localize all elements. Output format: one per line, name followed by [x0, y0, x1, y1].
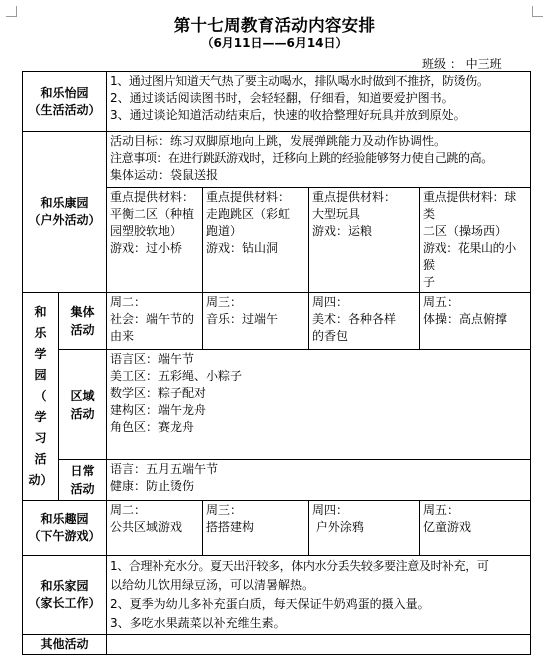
outdoor-area-cell — [420, 188, 531, 293]
group-day-cell — [309, 293, 420, 350]
life-item: 2、通过谈话阅读图书时，会轻轻翻，仔细看，知道要爱护图书。 — [110, 91, 454, 105]
learning-label-char: 学 — [34, 347, 47, 361]
area-material-label: 重点提供材料： — [110, 190, 195, 204]
activity-text: 音乐：过端午 — [206, 312, 279, 326]
group-activity-label: 集体 — [70, 305, 95, 319]
area-activity-label: 区域 — [70, 388, 95, 403]
outdoor-group-exercise: 集体运动：袋鼠送报 — [110, 168, 219, 182]
life-row — [23, 72, 531, 132]
life-label-cell — [23, 72, 107, 132]
activity-text-cont: 由来 — [110, 329, 135, 343]
outdoor-area-cell — [107, 188, 203, 293]
life-label: 和乐怡园 — [40, 85, 89, 100]
afternoon-day-cell — [309, 501, 420, 556]
activity-text: 社会：端午节的 — [110, 312, 195, 326]
daily-activity-label: 日常 — [70, 464, 95, 478]
learning-group-row — [23, 293, 531, 350]
outdoor-area-cell — [309, 188, 420, 293]
area-game: 游戏：钻山洞 — [206, 241, 279, 255]
area-name: 平衡二区（种植 — [110, 207, 195, 221]
area-material-label: 重点提供材料： — [312, 190, 397, 204]
day-label: 周四： — [312, 503, 349, 517]
life-content — [107, 72, 531, 132]
area-name: 走跑跳区（彩虹 — [206, 207, 291, 221]
day-label: 周二： — [110, 295, 147, 309]
area-activity-content — [107, 350, 531, 460]
afternoon-day-cell — [420, 501, 531, 556]
area-game-cont: 子 — [423, 275, 436, 289]
area-material-label: 重点提供材料：球类 — [423, 190, 516, 221]
family-item: 以给幼儿饮用绿豆汤，可以清暑解热。 — [110, 578, 315, 592]
area-game: 游戏：花果山的小猴 — [423, 241, 516, 272]
area-game: 游戏：运粮 — [312, 224, 373, 238]
family-content — [107, 556, 531, 635]
day-label: 周五： — [423, 295, 460, 309]
life-sublabel: （生活活动） — [28, 102, 101, 117]
group-day-cell — [107, 293, 203, 350]
outdoor-sublabel: （户外活动） — [28, 213, 101, 227]
class-label: 班级 ： 中三班 — [422, 57, 502, 71]
day-label: 周二： — [110, 503, 147, 517]
area-item: 美工区：五彩绳、小粽子 — [110, 369, 243, 383]
learning-area-row — [23, 350, 531, 460]
learning-label-char: 学 — [34, 410, 47, 424]
area-name: 二区（操场西） — [423, 224, 508, 238]
family-label-cell — [23, 556, 107, 635]
day-label: 周五： — [423, 503, 460, 517]
day-label: 周三： — [206, 295, 243, 309]
area-name: 大型玩具 — [312, 207, 361, 221]
learning-label-char: 乐 — [34, 326, 47, 340]
area-game: 游戏：过小桥 — [110, 241, 183, 255]
daily-activity-label-cell — [59, 460, 107, 501]
area-activity-label-cont: 活动 — [70, 406, 95, 421]
learning-label-char: （ — [34, 389, 47, 403]
activity-schedule-table — [22, 71, 531, 655]
other-content — [107, 635, 531, 655]
area-name-cont: 园塑胶软地） — [110, 224, 183, 238]
learning-label-char: 习 — [34, 431, 47, 445]
outdoor-info-row — [23, 132, 531, 188]
page-title: 第十七周教育活动内容安排 — [173, 16, 376, 35]
area-item: 建构区：端午龙舟 — [110, 403, 207, 417]
outdoor-area-cell — [203, 188, 309, 293]
afternoon-day-cell — [203, 501, 309, 556]
afternoon-label-cell — [23, 501, 107, 556]
outdoor-note: 注意事项：在进行跳跃游戏时，迁移向上跳的经验能够努力使自己跳的高。 — [110, 151, 493, 165]
activity-text-cont: 的香包 — [312, 329, 349, 343]
group-day-cell — [420, 293, 531, 350]
activity-text: 美术：各种各样 — [312, 312, 397, 326]
afternoon-row — [23, 501, 531, 556]
outdoor-label-cell — [23, 132, 107, 293]
learning-daily-row — [23, 460, 531, 501]
life-item: 3、通过谈论知道活动结束后，快速的收拾整理好玩具并放到原处。 — [110, 108, 466, 122]
area-item: 角色区：赛龙舟 — [110, 420, 195, 434]
activity-text: 体操：高点俯撑 — [423, 312, 508, 326]
day-label: 周四： — [312, 295, 349, 309]
area-item: 数学区：粽子配对 — [110, 386, 207, 400]
group-activity-label-cell — [59, 293, 107, 350]
family-item: 1、合理补充水分。夏天出汗较多，体内水分丢失较多要注意及时补充，可 — [110, 559, 489, 573]
afternoon-sublabel: （下午游戏） — [28, 529, 101, 543]
daily-item: 语言：五月五端午节 — [110, 462, 219, 476]
game-text: 公共区域游戏 — [110, 520, 183, 534]
life-item: 1、通过图片知道天气热了要主动喝水，排队喝水时做到不推挤，防烫伤。 — [110, 74, 489, 88]
outdoor-goal: 活动目标：练习双脚原地向上跳，发展弹跳能力及动作协调性。 — [110, 134, 447, 148]
afternoon-label: 和乐趣园 — [40, 512, 89, 526]
outdoor-info — [107, 132, 531, 188]
game-text: 亿童游戏 — [423, 520, 472, 534]
area-item: 语言区：端午节 — [110, 352, 195, 366]
other-row — [23, 635, 531, 655]
date-range: （6月11日——6月14日） — [201, 36, 348, 50]
family-row — [23, 556, 531, 635]
outdoor-label: 和乐康园 — [40, 196, 89, 210]
other-label-cell — [23, 635, 107, 655]
learning-label-char: 活 — [34, 452, 47, 466]
game-text: 户外涂鸦 — [312, 520, 364, 534]
group-activity-label-cont: 活动 — [70, 323, 95, 337]
daily-activity-content — [107, 460, 531, 501]
other-label: 其他活动 — [40, 637, 89, 651]
family-item: 3、多吃水果蔬菜以补充维生素。 — [110, 616, 286, 630]
family-item: 2、夏季为幼儿多补充蛋白质，每天保证牛奶鸡蛋的摄入量。 — [110, 597, 430, 611]
game-text: 搭搭建构 — [206, 520, 255, 534]
afternoon-day-cell — [107, 501, 203, 556]
learning-label-char: 动） — [28, 473, 53, 487]
family-label: 和乐家园 — [40, 579, 89, 593]
learning-label-cell — [23, 293, 59, 501]
learning-label-char: 和 — [34, 305, 47, 319]
day-label: 周三： — [206, 503, 243, 517]
daily-activity-label-cont: 活动 — [70, 482, 95, 496]
learning-label-char: 园 — [34, 368, 47, 382]
family-sublabel: （家长工作） — [28, 596, 101, 610]
area-activity-label-cell — [59, 350, 107, 460]
area-name-cont: 跑道） — [206, 224, 243, 238]
area-material-label: 重点提供材料： — [206, 190, 291, 204]
group-day-cell — [203, 293, 309, 350]
daily-item: 健康：防止烫伤 — [110, 479, 195, 493]
